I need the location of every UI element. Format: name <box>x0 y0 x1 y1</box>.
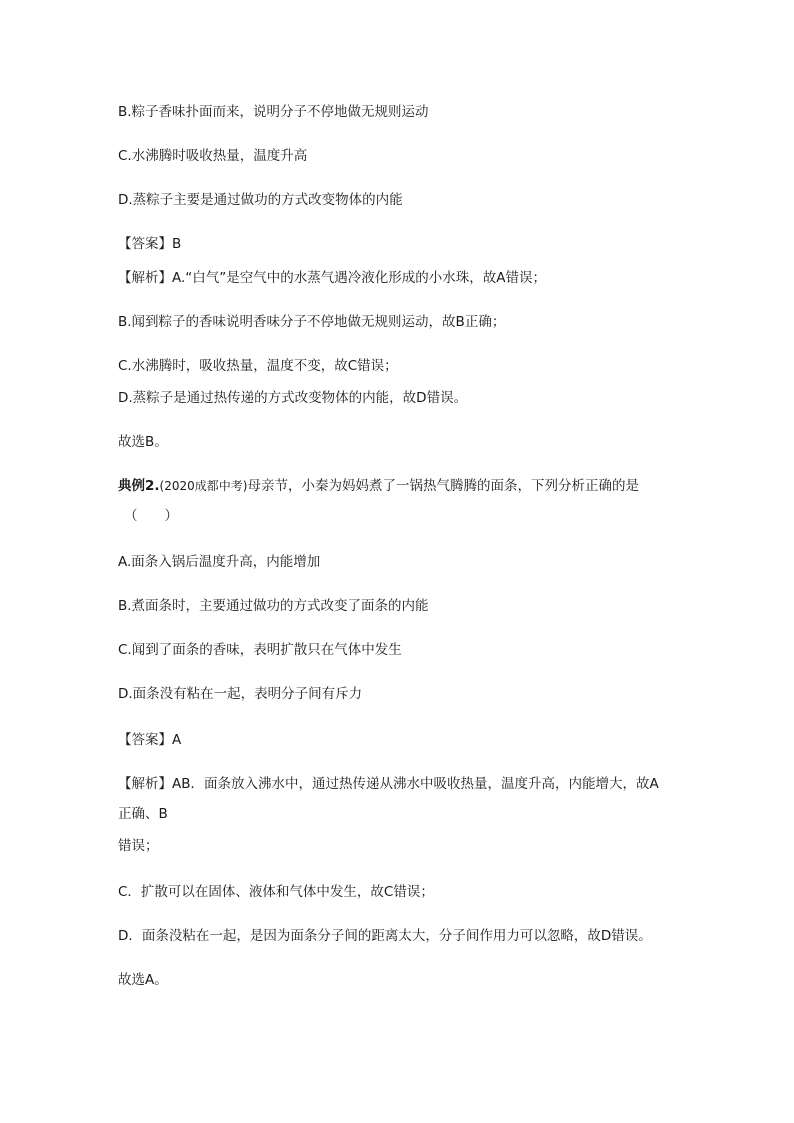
analysis-wrap-line: 错误； <box>118 838 159 854</box>
option-d-line: D.蒸粽子主要是通过做功的方式改变物体的内能 <box>118 192 403 208</box>
analysis-line: 【解析】AB．面条放入沸水中，通过热传递从沸水中吸收热量，温度升高，内能增大，故A <box>118 776 659 792</box>
analysis-line: 【解析】A.“白气”是空气中的水蒸气遇冷液化形成的小水珠，故A错误； <box>118 270 547 286</box>
example-source: (2020成都中考) <box>159 479 248 493</box>
option-b-line: B.煮面条时，主要通过做功的方式改变了面条的内能 <box>118 598 429 614</box>
analysis-b-line: B.闻到粽子的香味说明香味分子不停地做无规则运动，故B正确； <box>118 314 506 330</box>
example-question: 母亲节，小秦为妈妈煮了一锅热气腾腾的面条，下列分析正确的是 <box>247 478 639 494</box>
answer-line: 【答案】B <box>118 236 182 252</box>
analysis-c-line: C．扩散可以在固体、液体和气体中发生，故C错误； <box>118 884 434 900</box>
answer-blank: （ ） <box>124 508 178 524</box>
option-d-line: D.面条没有粘在一起，表明分子间有斥力 <box>118 686 363 702</box>
analysis-wrap-line: 正确、B <box>118 806 168 822</box>
option-c-line: C.水沸腾时吸收热量，温度升高 <box>118 148 308 164</box>
conclusion-line: 故选A。 <box>118 972 168 988</box>
answer-line: 【答案】A <box>118 732 182 748</box>
analysis-d-line: D．面条没粘在一起，是因为面条分子间的距离太大，分子间作用力可以忽略，故D错误。 <box>118 928 652 944</box>
option-a-line: A.面条入锅后温度升高，内能增加 <box>118 554 321 570</box>
example-label: 典例2 <box>118 478 155 494</box>
analysis-c-line: C.水沸腾时，吸收热量，温度不变，故C错误； <box>118 358 398 374</box>
conclusion-line: 故选B。 <box>118 434 168 450</box>
option-b-line: B.粽子香味扑面而来，说明分子不停地做无规则运动 <box>118 104 429 120</box>
option-c-line: C.闻到了面条的香味，表明扩散只在气体中发生 <box>118 642 402 658</box>
example-2-heading: 典例2.(2020成都中考)母亲节，小秦为妈妈煮了一锅热气腾腾的面条，下列分析正确的是 <box>118 478 639 494</box>
analysis-d-line: D.蒸粽子是通过热传递的方式改变物体的内能，故D错误。 <box>118 390 468 406</box>
